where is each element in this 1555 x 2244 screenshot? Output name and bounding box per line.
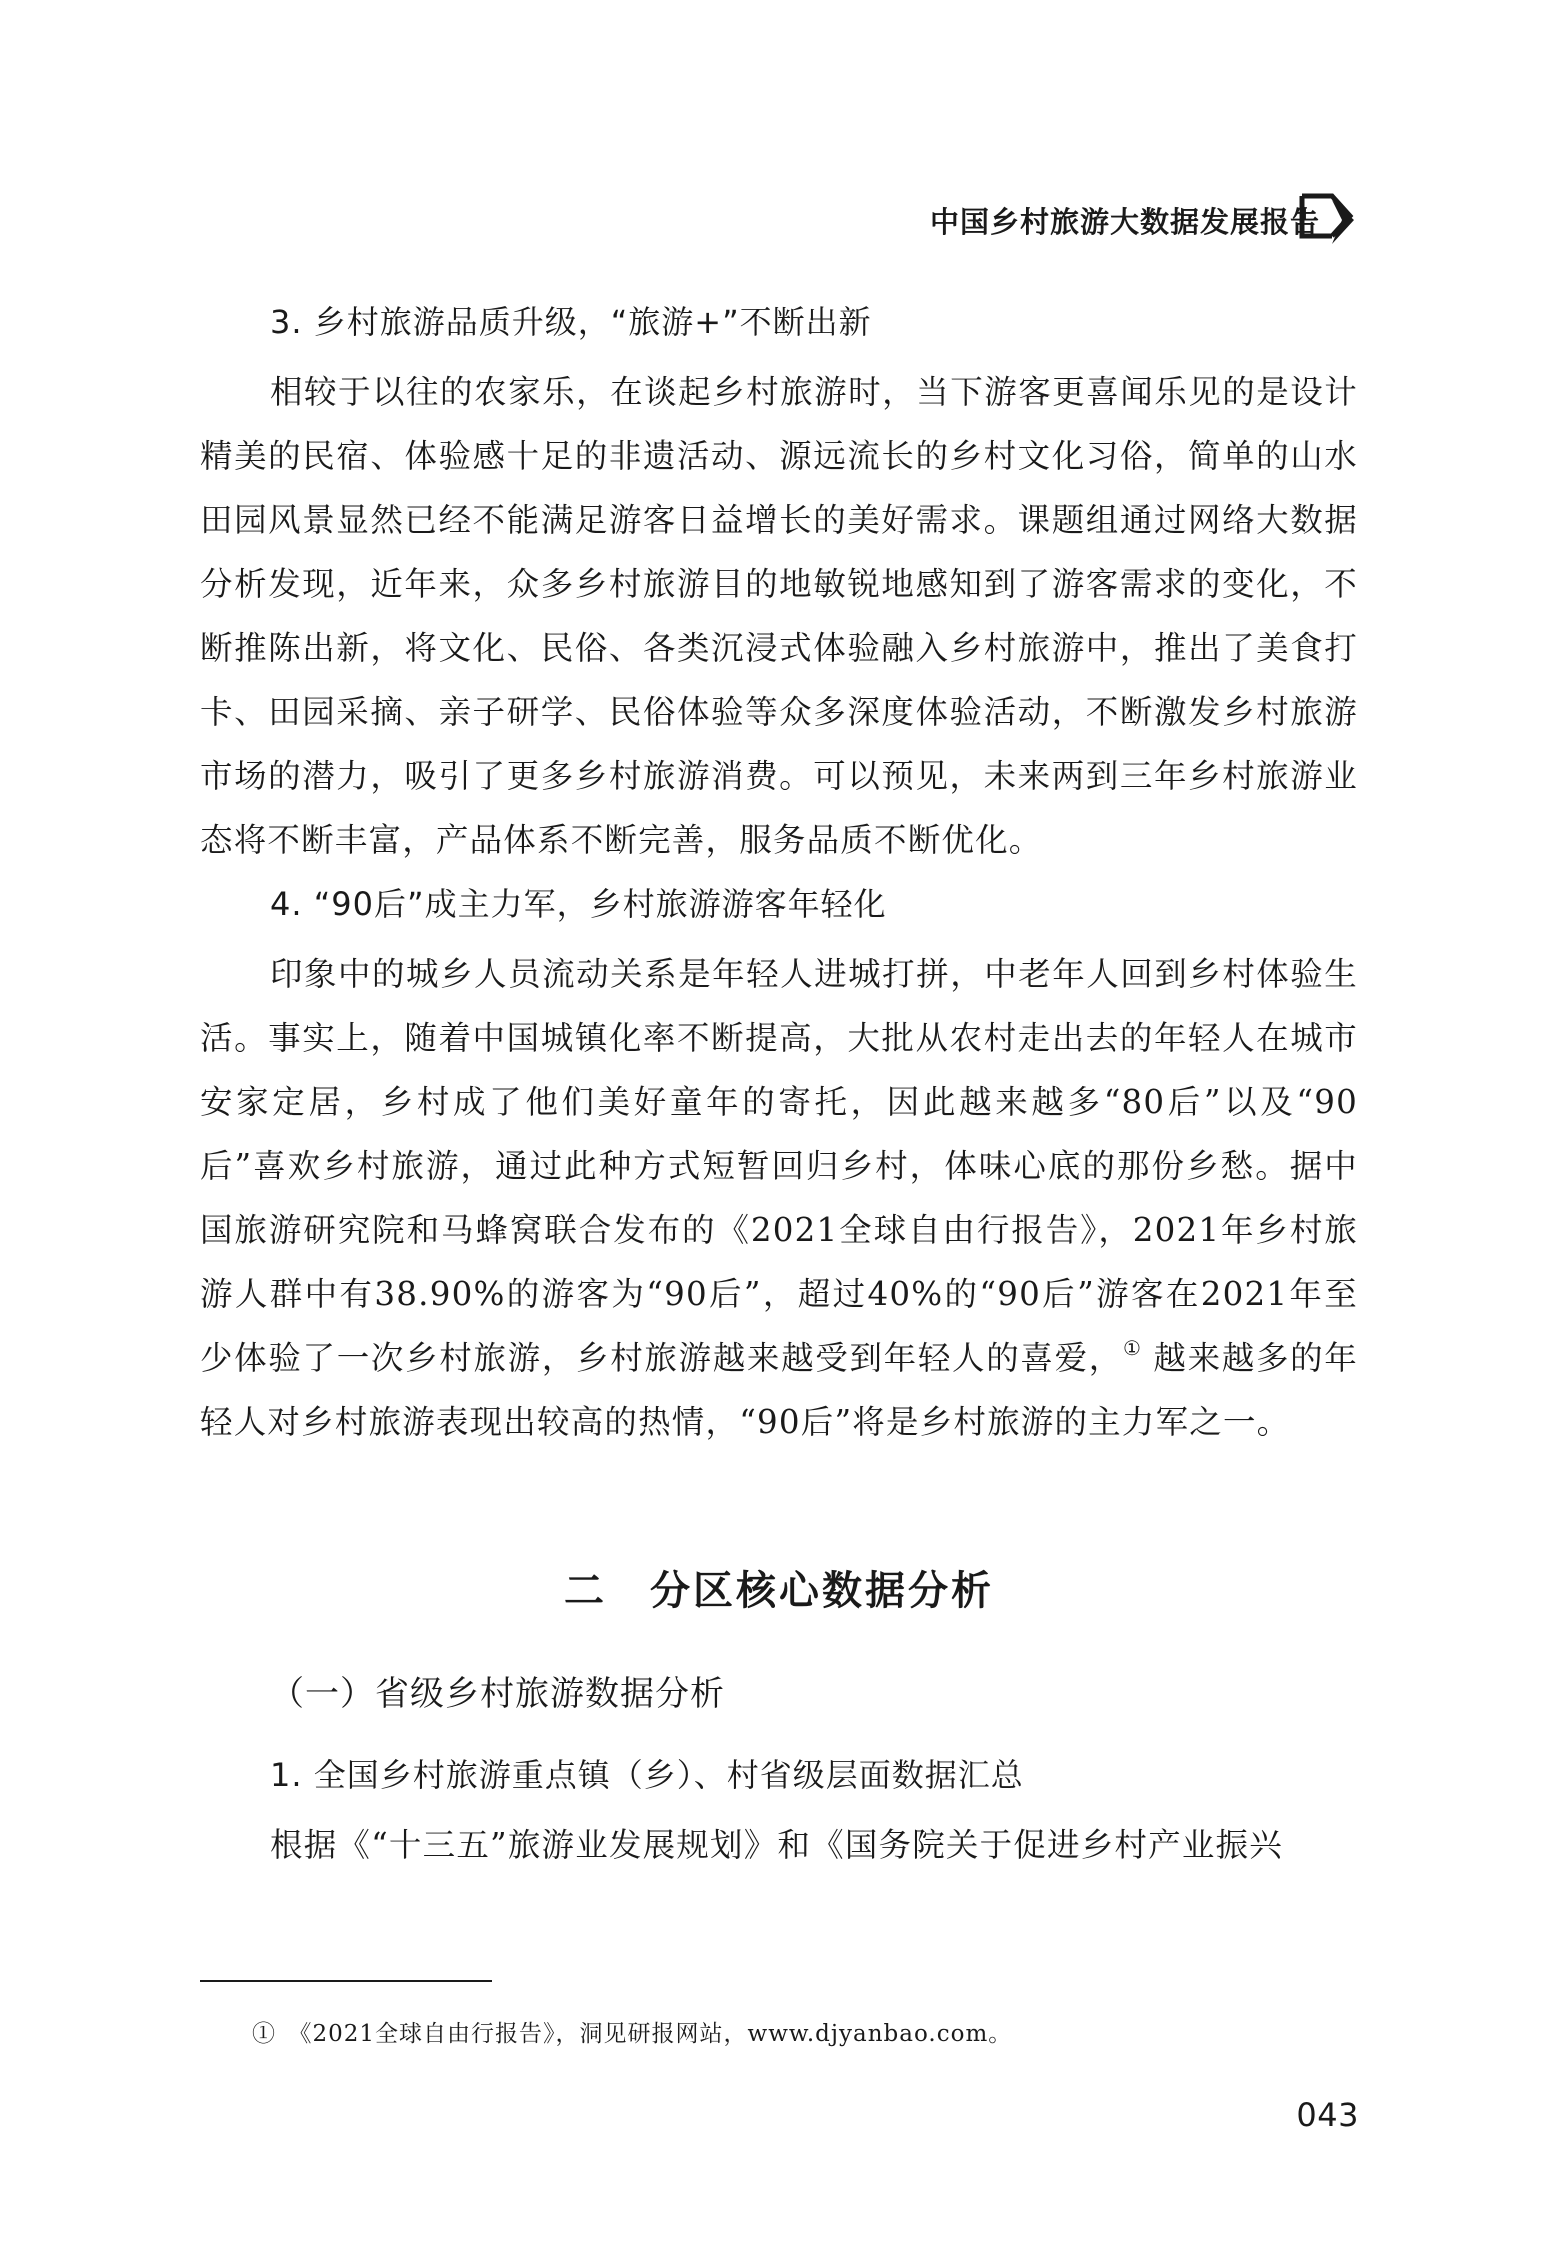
item-1-heading: 1. 全国乡村旅游重点镇（乡）、村省级层面数据汇总 (270, 1756, 1024, 1794)
section-4-heading: 4. “90后”成主力军，乡村旅游游客年轻化 (270, 885, 887, 923)
subsection-provincial-title: （一）省级乡村旅游数据分析 (270, 1674, 725, 1714)
section-3-heading: 3. 乡村旅游品质升级，“旅游+”不断出新 (270, 303, 872, 341)
footnote-divider (200, 1980, 492, 1982)
section-3-paragraph: 相较于以往的农家乐，在谈起乡村旅游时，当下游客更喜闻乐见的是设计精美的民宿、体验感十足的非遗活动、源远流长的乡村文化习俗，简单的山水田园风景显然已经不能满足游客日益增长的美好需求。课题组通过网络大数据分析发现，近年来，众多乡村旅游目的地敏锐地感知到了游客需求的变化，不断推陈出新，将文化、民俗、各类沉浸式体验融入乡村旅游中，推出了美食打卡、田园采摘、亲子研学、民俗体验等众多深度体验活动，不断激发乡村旅游市场的潜力，吸引了更多乡村旅游消费。可以预见，未来两到三年乡村旅游业态将不断丰富，产品体系不断完善，服务品质不断优化。 (200, 373, 1358, 859)
section-two-title: 二 分区核心数据分析 (564, 1568, 994, 1614)
section-4-paragraph-part1: 印象中的城乡人员流动关系是年轻人进城打拼，中老年人回到乡村体验生活。事实上，随着中国城镇化率不断提高，大批从农村走出去的年轻人在城市安家定居，乡村成了他们美好童年的寄托，因此越来越多“80后”以及“90后”喜欢乡村旅游，通过此种方式短暂回归乡村，体味心底的那份乡愁。据中国旅游研究院和马蜂窝联合发布的《2021全球自由行报告》，2021年乡村旅游人群中有38.90%的游客为“90后”，超过40%的“90后”游客在2021年至少体验了一次乡村旅游，乡村旅游越来越受到年轻人的喜爱， (200, 955, 1358, 1377)
section-4-paragraph (200, 942, 1358, 1454)
footnote-text: ① 《2021全球自由行报告》，洞见研报网站，www.djyanbao.com。 (252, 2021, 1013, 2047)
item-1-paragraph: 根据《“十三五”旅游业发展规划》和《国务院关于促进乡村产业振兴 (270, 1826, 1283, 1864)
main-content (200, 290, 1358, 1877)
page-number: 043 (1296, 2096, 1359, 2134)
footnote-reference[interactable]: ① (1122, 1336, 1142, 1360)
running-header-title: 中国乡村旅游大数据发展报告 (929, 205, 1320, 239)
chapter-arrow-icon (1292, 190, 1360, 250)
section-4-paragraph-part2: 越来越多的年轻人对乡村旅游表现出较高的热情，“90后”将是乡村旅游的主力军之一。 (200, 1339, 1359, 1441)
